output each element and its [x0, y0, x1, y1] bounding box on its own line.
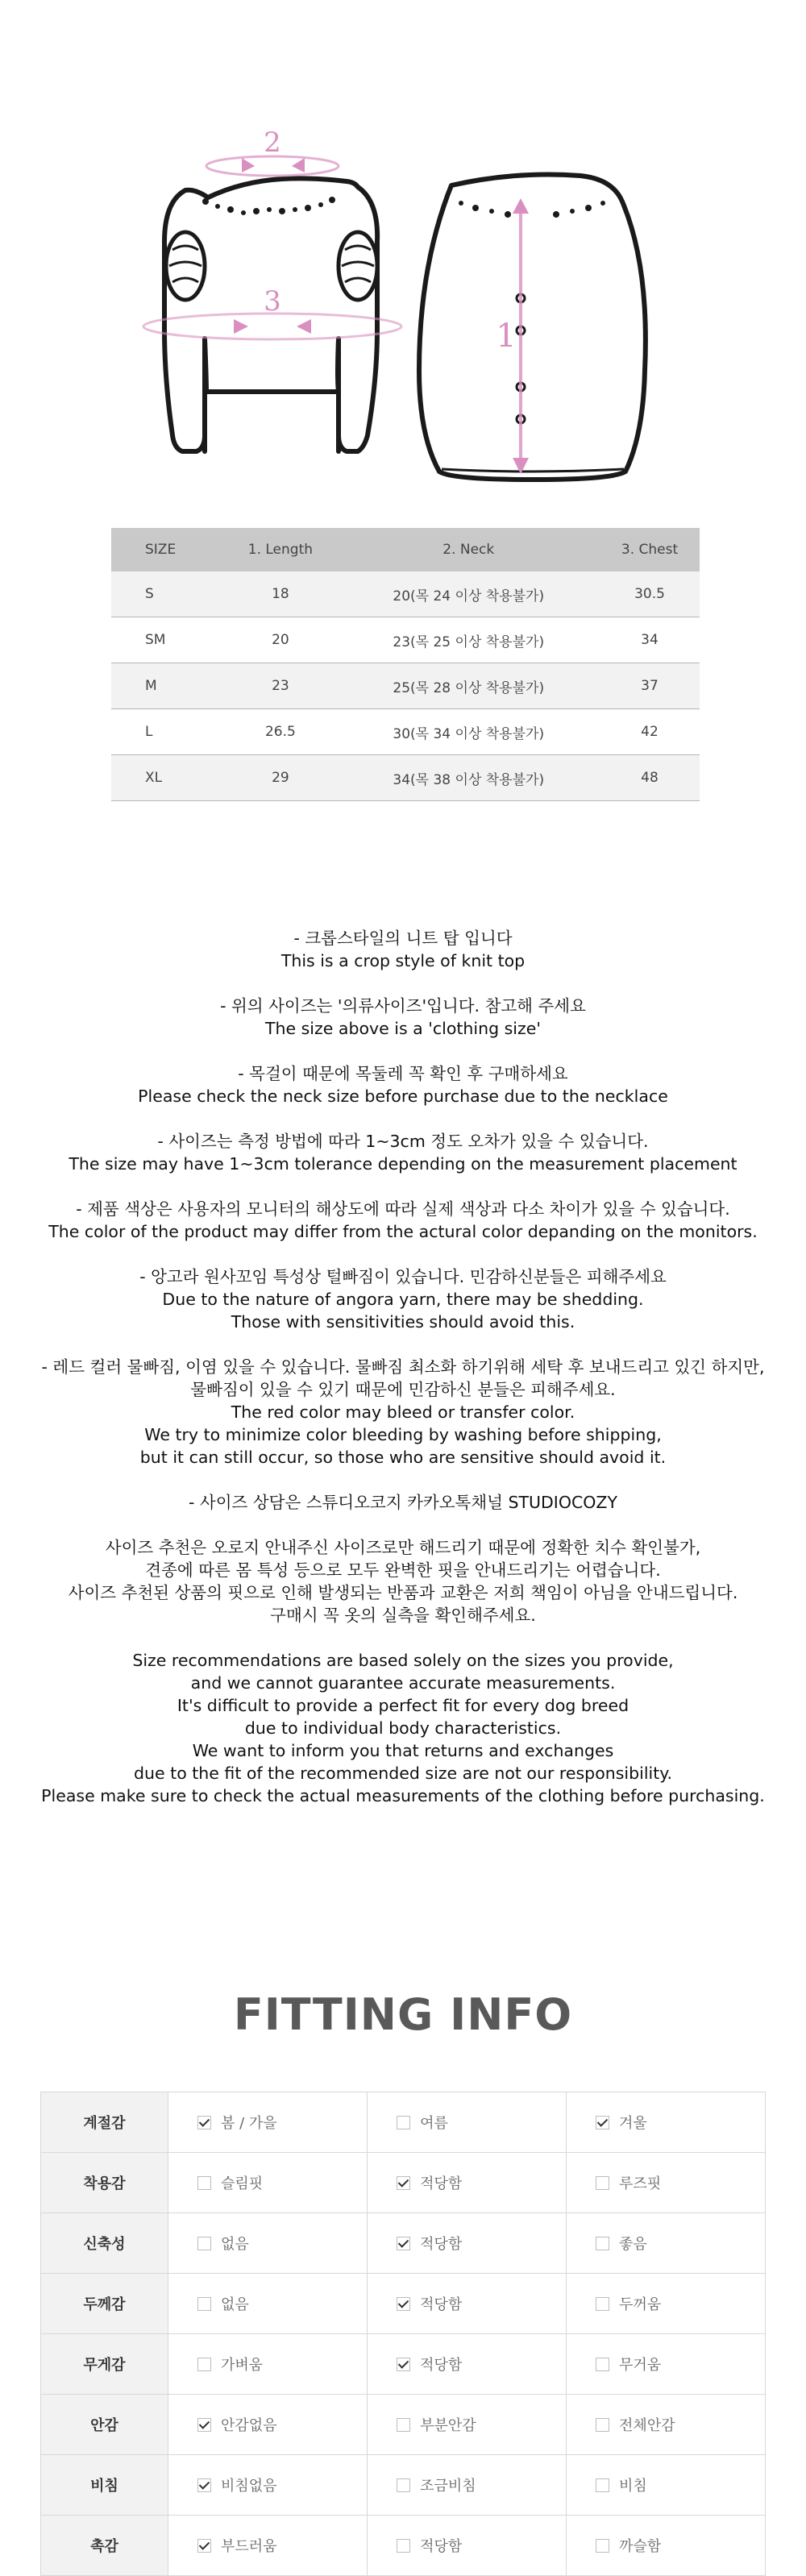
- size-header-length: 1. Length: [223, 528, 337, 571]
- fitting-option-label: 봄 / 가을: [221, 2115, 277, 2132]
- checkbox-empty-icon: [197, 2237, 211, 2250]
- checkbox-checked-icon: [197, 2539, 211, 2553]
- product-notes: [0, 927, 806, 1830]
- fitting-option-label: 부분안감: [420, 2417, 476, 2434]
- checkbox-checked-icon: [397, 2237, 410, 2250]
- note-paragraph: [0, 1649, 806, 1807]
- note-line: Please make sure to check the actual measurements of the clothing before purchasing.: [41, 1786, 765, 1805]
- table-row: [111, 617, 700, 663]
- note-paragraph: [0, 1491, 806, 1514]
- length-cell: 26.5: [223, 709, 337, 755]
- checkbox-empty-icon: [596, 2297, 609, 2311]
- fitting-option: [567, 2455, 766, 2516]
- fitting-row: [41, 2516, 766, 2576]
- fitting-row-label: 착용감: [41, 2153, 168, 2213]
- note-line: The red color may bleed or transfer color.: [231, 1402, 575, 1422]
- checkbox-checked-icon: [596, 2116, 609, 2129]
- note-line: Please check the neck size before purchase due to the necklace: [138, 1086, 668, 1106]
- fitting-option: [368, 2334, 567, 2395]
- note-line: - 사이즈 상담은 스튜디오코지 카카오톡채널 STUDIOCOZY: [189, 1493, 617, 1512]
- fitting-row-label: 무게감: [41, 2334, 168, 2395]
- length-cell: 23: [223, 663, 337, 709]
- fitting-option-label: 적당함: [420, 2175, 463, 2192]
- note-line: but it can still occur, so those who are sensitive should avoid it.: [139, 1448, 667, 1467]
- fitting-info-table: [40, 2092, 766, 2576]
- note-line: The color of the product may differ from the actural color depanding on the monitors.: [48, 1222, 758, 1241]
- fitting-option-label: 없음: [221, 2236, 249, 2253]
- note-line: and we cannot guarantee accurate measurements.: [190, 1673, 616, 1693]
- note-paragraph: [0, 1536, 806, 1627]
- note-line: due to individual body characteristics.: [244, 1718, 562, 1738]
- length-cell: 18: [223, 571, 337, 617]
- note-line: - 앙고라 원사꼬임 특성상 털빠짐이 있습니다. 민감하신분들은 피해주세요: [139, 1267, 667, 1286]
- table-row: [111, 663, 700, 709]
- note-line: 구매시 꼭 옷의 실측을 확인해주세요.: [270, 1606, 536, 1625]
- fitting-option: [368, 2274, 567, 2334]
- note-line: - 사이즈는 측정 방법에 따라 1~3cm 정도 오차가 있을 수 있습니다.: [157, 1132, 649, 1151]
- size-cell: M: [111, 663, 223, 709]
- note-line: - 레드 컬러 물빠짐, 이염 있을 수 있습니다. 물빠짐 최소화 하기위해 세탁 후 보내드리고 있긴 하지만,: [41, 1357, 765, 1377]
- note-line: 물빠짐이 있을 수 있기 때문에 민감하신 분들은 피해주세요.: [190, 1380, 616, 1399]
- fitting-option-label: 부드러움: [221, 2538, 277, 2555]
- size-table: [111, 528, 700, 801]
- size-cell: L: [111, 709, 223, 755]
- note-paragraph: [0, 927, 806, 972]
- table-row: [111, 755, 700, 801]
- fitting-option: [567, 2516, 766, 2576]
- note-paragraph: [0, 995, 806, 1040]
- fitting-option-label: 적당함: [420, 2236, 463, 2253]
- checkbox-checked-icon: [397, 2176, 410, 2190]
- fitting-option: [168, 2213, 368, 2274]
- fitting-row: [41, 2153, 766, 2213]
- note-paragraph: [0, 1198, 806, 1243]
- size-header-neck: 2. Neck: [337, 528, 600, 571]
- checkbox-empty-icon: [596, 2176, 609, 2190]
- fitting-row: [41, 2092, 766, 2153]
- note-line: Those with sensitivities should avoid this.: [231, 1312, 575, 1332]
- checkbox-empty-icon: [197, 2297, 211, 2311]
- note-line: This is a crop style of knit top: [280, 951, 526, 970]
- fitting-option-label: 안감없음: [221, 2417, 277, 2434]
- front-neck-beads: [202, 197, 335, 215]
- fitting-option-label: 없음: [221, 2296, 249, 2313]
- fitting-row-label: 안감: [41, 2395, 168, 2455]
- neck-cell: 20(목 24 이상 착용불가): [337, 571, 600, 617]
- note-line: Due to the nature of angora yarn, there may be shedding.: [162, 1290, 644, 1309]
- fitting-row-label: 신축성: [41, 2213, 168, 2274]
- checkbox-empty-icon: [596, 2539, 609, 2553]
- fitting-row: [41, 2455, 766, 2516]
- fitting-option-label: 루즈핏: [619, 2175, 662, 2192]
- note-paragraph: [0, 1265, 806, 1333]
- note-line: We try to minimize color bleeding by washing before shipping,: [144, 1425, 662, 1444]
- checkbox-checked-icon: [197, 2418, 211, 2432]
- fitting-option: [168, 2153, 368, 2213]
- neck-cell: 30(목 34 이상 착용불가): [337, 709, 600, 755]
- note-line: - 크롭스타일의 니트 탑 입니다: [293, 929, 513, 948]
- fitting-option: [567, 2213, 766, 2274]
- checkbox-empty-icon: [397, 2116, 410, 2129]
- note-line: The size may have 1~3cm tolerance depending on the measurement placement: [69, 1154, 737, 1174]
- fitting-row-label: 촉감: [41, 2516, 168, 2576]
- checkbox-checked-icon: [197, 2478, 211, 2492]
- fitting-option: [368, 2092, 567, 2153]
- fitting-option: [567, 2153, 766, 2213]
- fitting-option: [168, 2334, 368, 2395]
- fitting-row-label: 두께감: [41, 2274, 168, 2334]
- note-line: We want to inform you that returns and exchanges: [192, 1741, 614, 1760]
- checkbox-empty-icon: [197, 2176, 211, 2190]
- table-row: [111, 709, 700, 755]
- fitting-option-label: 적당함: [420, 2357, 463, 2374]
- fitting-option-label: 여름: [420, 2115, 448, 2132]
- fitting-option: [567, 2334, 766, 2395]
- fitting-option-label: 비침: [619, 2478, 647, 2495]
- note-line: 견종에 따른 몸 특성 등으로 모두 완벽한 핏을 안내드리기는 어렵습니다.: [145, 1560, 661, 1580]
- fitting-option: [368, 2213, 567, 2274]
- fitting-option: [168, 2092, 368, 2153]
- garment-measurement-illustration: [0, 0, 806, 500]
- note-line: - 제품 색상은 사용자의 모니터의 해상도에 따라 실제 색상과 다소 차이가 있을 수 있습니다.: [76, 1199, 730, 1219]
- neck-measurement-arrow: [206, 127, 339, 176]
- fitting-option: [168, 2274, 368, 2334]
- note-line: 사이즈 추천된 상품의 핏으로 인해 발생되는 반품과 교환은 저희 책임이 아님을 안내드립니다.: [68, 1583, 738, 1602]
- note-line: - 위의 사이즈는 '의류사이즈'입니다. 참고해 주세요: [220, 996, 586, 1016]
- chest-cell: 42: [600, 709, 700, 755]
- fitting-row: [41, 2395, 766, 2455]
- fitting-option-label: 까슬함: [619, 2538, 662, 2555]
- fitting-option-label: 겨울: [619, 2115, 647, 2132]
- checkbox-checked-icon: [397, 2297, 410, 2311]
- fitting-option: [368, 2516, 567, 2576]
- size-cell: XL: [111, 755, 223, 801]
- fitting-option-label: 무거움: [619, 2357, 662, 2374]
- note-line: due to the fit of the recommended size are not our responsibility.: [134, 1764, 672, 1783]
- checkbox-empty-icon: [397, 2539, 410, 2553]
- fitting-info-title: FITTING INFO: [233, 1989, 573, 2040]
- fitting-option-label: 두꺼움: [619, 2296, 662, 2313]
- chest-cell: 30.5: [600, 571, 700, 617]
- fitting-option: [368, 2395, 567, 2455]
- back-neck-beads: [459, 201, 605, 218]
- note-line: 사이즈 추천은 오로지 안내주신 사이즈로만 해드리기 때문에 정확한 치수 확인불가,: [105, 1538, 701, 1557]
- fitting-option-label: 전체안감: [619, 2417, 675, 2434]
- checkbox-empty-icon: [197, 2358, 211, 2371]
- length-cell: 20: [223, 617, 337, 663]
- checkbox-checked-icon: [397, 2358, 410, 2371]
- fitting-option: [368, 2455, 567, 2516]
- note-line: - 목걸이 때문에 목둘레 꼭 확인 후 구매하세요: [238, 1064, 568, 1083]
- table-row: [111, 571, 700, 617]
- length-cell: 29: [223, 755, 337, 801]
- neck-label: 2: [264, 127, 281, 159]
- note-line: It's difficult to provide a perfect fit for every dog breed: [177, 1696, 629, 1715]
- fitting-row: [41, 2274, 766, 2334]
- neck-cell: 34(목 38 이상 착용불가): [337, 755, 600, 801]
- fitting-option-label: 좋음: [619, 2236, 647, 2253]
- note-paragraph: [0, 1130, 806, 1175]
- fitting-option: [168, 2395, 368, 2455]
- fitting-option: [567, 2092, 766, 2153]
- note-line: Size recommendations are based solely on the sizes you provide,: [132, 1651, 674, 1670]
- fitting-option: [368, 2153, 567, 2213]
- chest-label: 3: [264, 285, 281, 318]
- fitting-row-label: 비침: [41, 2455, 168, 2516]
- chest-cell: 37: [600, 663, 700, 709]
- fitting-row: [41, 2334, 766, 2395]
- size-header-chest: 3. Chest: [600, 528, 700, 571]
- fitting-option-label: 슬림핏: [221, 2175, 264, 2192]
- fitting-option-label: 적당함: [420, 2296, 463, 2313]
- fitting-option: [168, 2516, 368, 2576]
- chest-cell: 48: [600, 755, 700, 801]
- fitting-option-label: 조금비침: [420, 2478, 476, 2495]
- size-table-header-row: [111, 528, 700, 571]
- fitting-row-label: 계절감: [41, 2092, 168, 2153]
- chest-cell: 34: [600, 617, 700, 663]
- checkbox-empty-icon: [596, 2418, 609, 2432]
- note-paragraph: [0, 1062, 806, 1107]
- fitting-option-label: 적당함: [420, 2538, 463, 2555]
- size-header-size: SIZE: [111, 528, 223, 571]
- neck-cell: 23(목 25 이상 착용불가): [337, 617, 600, 663]
- checkbox-empty-icon: [596, 2478, 609, 2492]
- checkbox-empty-icon: [596, 2237, 609, 2250]
- checkbox-empty-icon: [397, 2418, 410, 2432]
- note-paragraph: [0, 1356, 806, 1469]
- length-measurement-arrow: [496, 198, 529, 474]
- fitting-row: [41, 2213, 766, 2274]
- checkbox-empty-icon: [596, 2358, 609, 2371]
- fitting-option: [168, 2455, 368, 2516]
- fitting-option-label: 가벼움: [221, 2357, 264, 2374]
- size-cell: SM: [111, 617, 223, 663]
- size-cell: S: [111, 571, 223, 617]
- fitting-option: [567, 2274, 766, 2334]
- length-label: 1: [496, 318, 517, 355]
- checkbox-checked-icon: [197, 2116, 211, 2129]
- note-line: The size above is a 'clothing size': [264, 1019, 542, 1038]
- fitting-option: [567, 2395, 766, 2455]
- fitting-option-label: 비침없음: [221, 2478, 277, 2495]
- back-view-sweater: [419, 175, 646, 480]
- neck-cell: 25(목 28 이상 착용불가): [337, 663, 600, 709]
- checkbox-empty-icon: [397, 2478, 410, 2492]
